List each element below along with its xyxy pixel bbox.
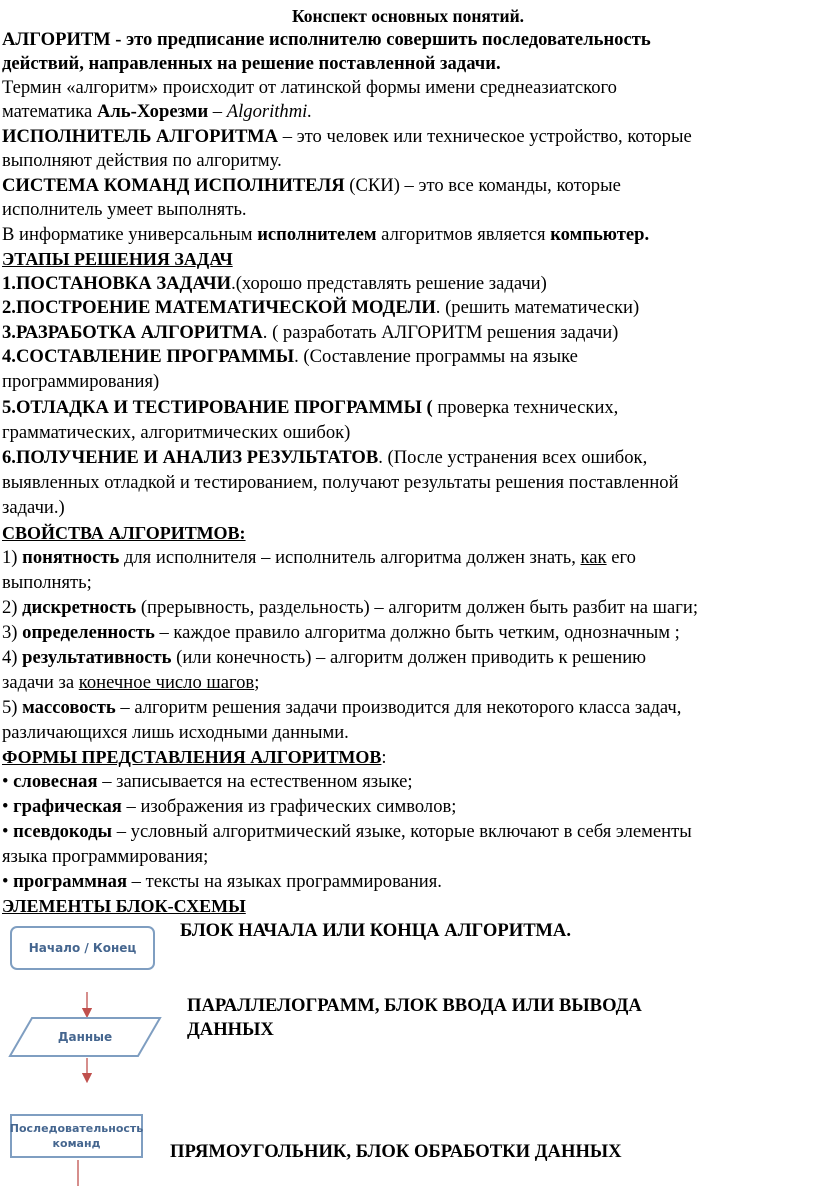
flowchart-heading: ЭЛЕМЕНТЫ БЛОК-СХЕМЫ xyxy=(2,896,246,916)
stage-5-line2: грамматических, алгоритмических ошибок) xyxy=(2,422,351,443)
informatics-pre: В информатике универсальным xyxy=(2,224,258,245)
stage-2-title: 2.ПОСТРОЕНИЕ МАТЕМАТИЧЕСКОЙ МОДЕЛИ xyxy=(2,297,436,318)
start-end-block: Начало / Конец xyxy=(10,926,155,970)
informatics-mid: алгоритмов является xyxy=(376,224,551,245)
form-2-text: – изображения из графических символов; xyxy=(121,796,457,817)
property-4-underlined: конечное число шагов xyxy=(78,672,255,693)
property-1-term: понятность xyxy=(22,547,120,568)
computer-word: компьютер. xyxy=(550,224,650,245)
stage-5-note: проверка технических, xyxy=(432,397,619,418)
bullet: • xyxy=(2,821,14,842)
property-1-number: 1) xyxy=(2,547,23,568)
property-2-term: дискретность xyxy=(22,597,137,618)
property-4-line2-pre: задачи за xyxy=(2,672,79,693)
form-4-term: программная xyxy=(13,871,128,892)
algorithm-definition-line2: действий, направленных на решение поставленной задачи. xyxy=(2,53,501,74)
stage-4-line2: программирования) xyxy=(2,371,160,392)
property-2-text: (прерывность, раздельность) – алгоритм должен быть разбит на шаги; xyxy=(136,597,698,618)
stage-1-title: 1.ПОСТАНОВКА ЗАДАЧИ xyxy=(2,273,232,294)
algorithmi-latin: Algorithmi. xyxy=(226,101,312,122)
executor-term: ИСПОЛНИТЕЛЬ АЛГОРИТМА xyxy=(2,126,279,147)
stage-4-title: 4.СОСТАВЛЕНИЕ ПРОГРАММЫ xyxy=(2,346,295,367)
property-3-term: определенность xyxy=(22,622,155,643)
forms-heading-colon: : xyxy=(381,747,387,768)
stages-heading: ЭТАПЫ РЕШЕНИЯ ЗАДАЧ xyxy=(2,249,233,269)
executor-word: исполнителем xyxy=(257,224,377,245)
command-system-line2: исполнитель умеет выполнять. xyxy=(2,199,247,220)
bullet: • xyxy=(2,771,14,792)
property-1-underlined: как xyxy=(580,547,607,568)
property-2-number: 2) xyxy=(2,597,23,618)
executor-rest: – это человек или техническое устройство, которые xyxy=(278,126,692,147)
property-1-text-end: его xyxy=(606,547,636,568)
process-block-label-line1: Последовательность xyxy=(9,1122,144,1135)
stage-2-note: . (решить математически) xyxy=(435,297,640,318)
stage-6-title: 6.ПОЛУЧЕНИЕ И АНАЛИЗ РЕЗУЛЬТАТОВ xyxy=(2,447,379,468)
form-4-text: – тексты на языках программирования. xyxy=(127,871,442,892)
process-block xyxy=(10,1114,143,1158)
form-1-term: словесная xyxy=(13,771,98,792)
term-origin-dash: – xyxy=(208,101,227,122)
start-end-description: БЛОК НАЧАЛА ИЛИ КОНЦА АЛГОРИТМА. xyxy=(180,920,571,941)
page-title: Конспект основных понятий. xyxy=(291,6,525,26)
command-system-term: СИСТЕМА КОМАНД ИСПОЛНИТЕЛЯ xyxy=(2,175,345,196)
form-2-term: графическая xyxy=(13,796,122,817)
bullet: • xyxy=(2,796,14,817)
form-1-text: – записывается на естественном языке; xyxy=(97,771,413,792)
process-description: ПРЯМОУГОЛЬНИК, БЛОК ОБРАБОТКИ ДАННЫХ xyxy=(170,1141,622,1162)
property-4-term: результативность xyxy=(22,647,172,668)
stage-5-title: 5.ОТЛАДКА И ТЕСТИРОВАНИЕ ПРОГРАММЫ ( xyxy=(2,397,433,418)
property-4-text: (или конечность) – алгоритм должен приводить к решению xyxy=(171,647,647,668)
al-khwarizmi-name: Аль-Хорезми xyxy=(96,101,209,122)
bullet: • xyxy=(2,871,14,892)
property-5-number: 5) xyxy=(2,697,23,718)
form-3-text: – условный алгоритмический языке, которые включают в себя элементы xyxy=(112,821,692,842)
io-description-line2: ДАННЫХ xyxy=(187,1019,274,1040)
property-5-term: массовость xyxy=(22,697,116,718)
property-1-line2: выполнять; xyxy=(2,572,92,593)
term-origin-line1: Термин «алгоритм» происходит от латинской формы имени среднеазиатского xyxy=(2,77,617,98)
property-4-line2-post: ; xyxy=(254,672,260,693)
stage-6-line3: задачи.) xyxy=(2,497,65,518)
command-system-rest: (СКИ) – это все команды, которые xyxy=(344,175,621,196)
executor-definition-line2: выполняют действия по алгоритму. xyxy=(2,150,282,171)
stage-1-note: .(хорошо представлять решение задачи) xyxy=(231,273,547,294)
forms-heading: ФОРМЫ ПРЕДСТАВЛЕНИЯ АЛГОРИТМОВ xyxy=(2,747,382,767)
property-4-number: 4) xyxy=(2,647,23,668)
stage-3-note: . ( разработать АЛГОРИТМ решения задачи) xyxy=(262,322,619,343)
property-3-text: – каждое правило алгоритма должно быть четким, однозначным ; xyxy=(154,622,680,643)
form-3-line2: языка программирования; xyxy=(2,846,209,867)
stage-4-note: . (Составление программы на языке xyxy=(294,346,578,367)
property-5-line2: различающихся лишь исходными данными. xyxy=(2,722,349,743)
stage-6-line2: выявленных отладкой и тестированием, получают результаты решения поставленной xyxy=(2,472,679,493)
algorithm-definition-line1: АЛГОРИТМ - это предписание исполнителю совершить последовательность xyxy=(2,29,651,50)
property-5-text: – алгоритм решения задачи производится для некоторого класса задач, xyxy=(115,697,682,718)
term-origin-pre: математика xyxy=(2,101,97,122)
io-description-line1: ПАРАЛЛЕЛОГРАММ, БЛОК ВВОДА ИЛИ ВЫВОДА xyxy=(187,995,642,1016)
stage-6-note: . (После устранения всех ошибок, xyxy=(378,447,648,468)
form-3-term: псевдокоды xyxy=(13,821,113,842)
property-3-number: 3) xyxy=(2,622,23,643)
process-block-label-line2: команд xyxy=(52,1137,101,1150)
property-1-text: для исполнителя – исполнитель алгоритма должен знать, xyxy=(119,547,581,568)
properties-heading: СВОЙСТВА АЛГОРИТМОВ: xyxy=(2,523,246,543)
io-block-label: Данные xyxy=(57,1030,113,1044)
stage-3-title: 3.РАЗРАБОТКА АЛГОРИТМА xyxy=(2,322,263,343)
